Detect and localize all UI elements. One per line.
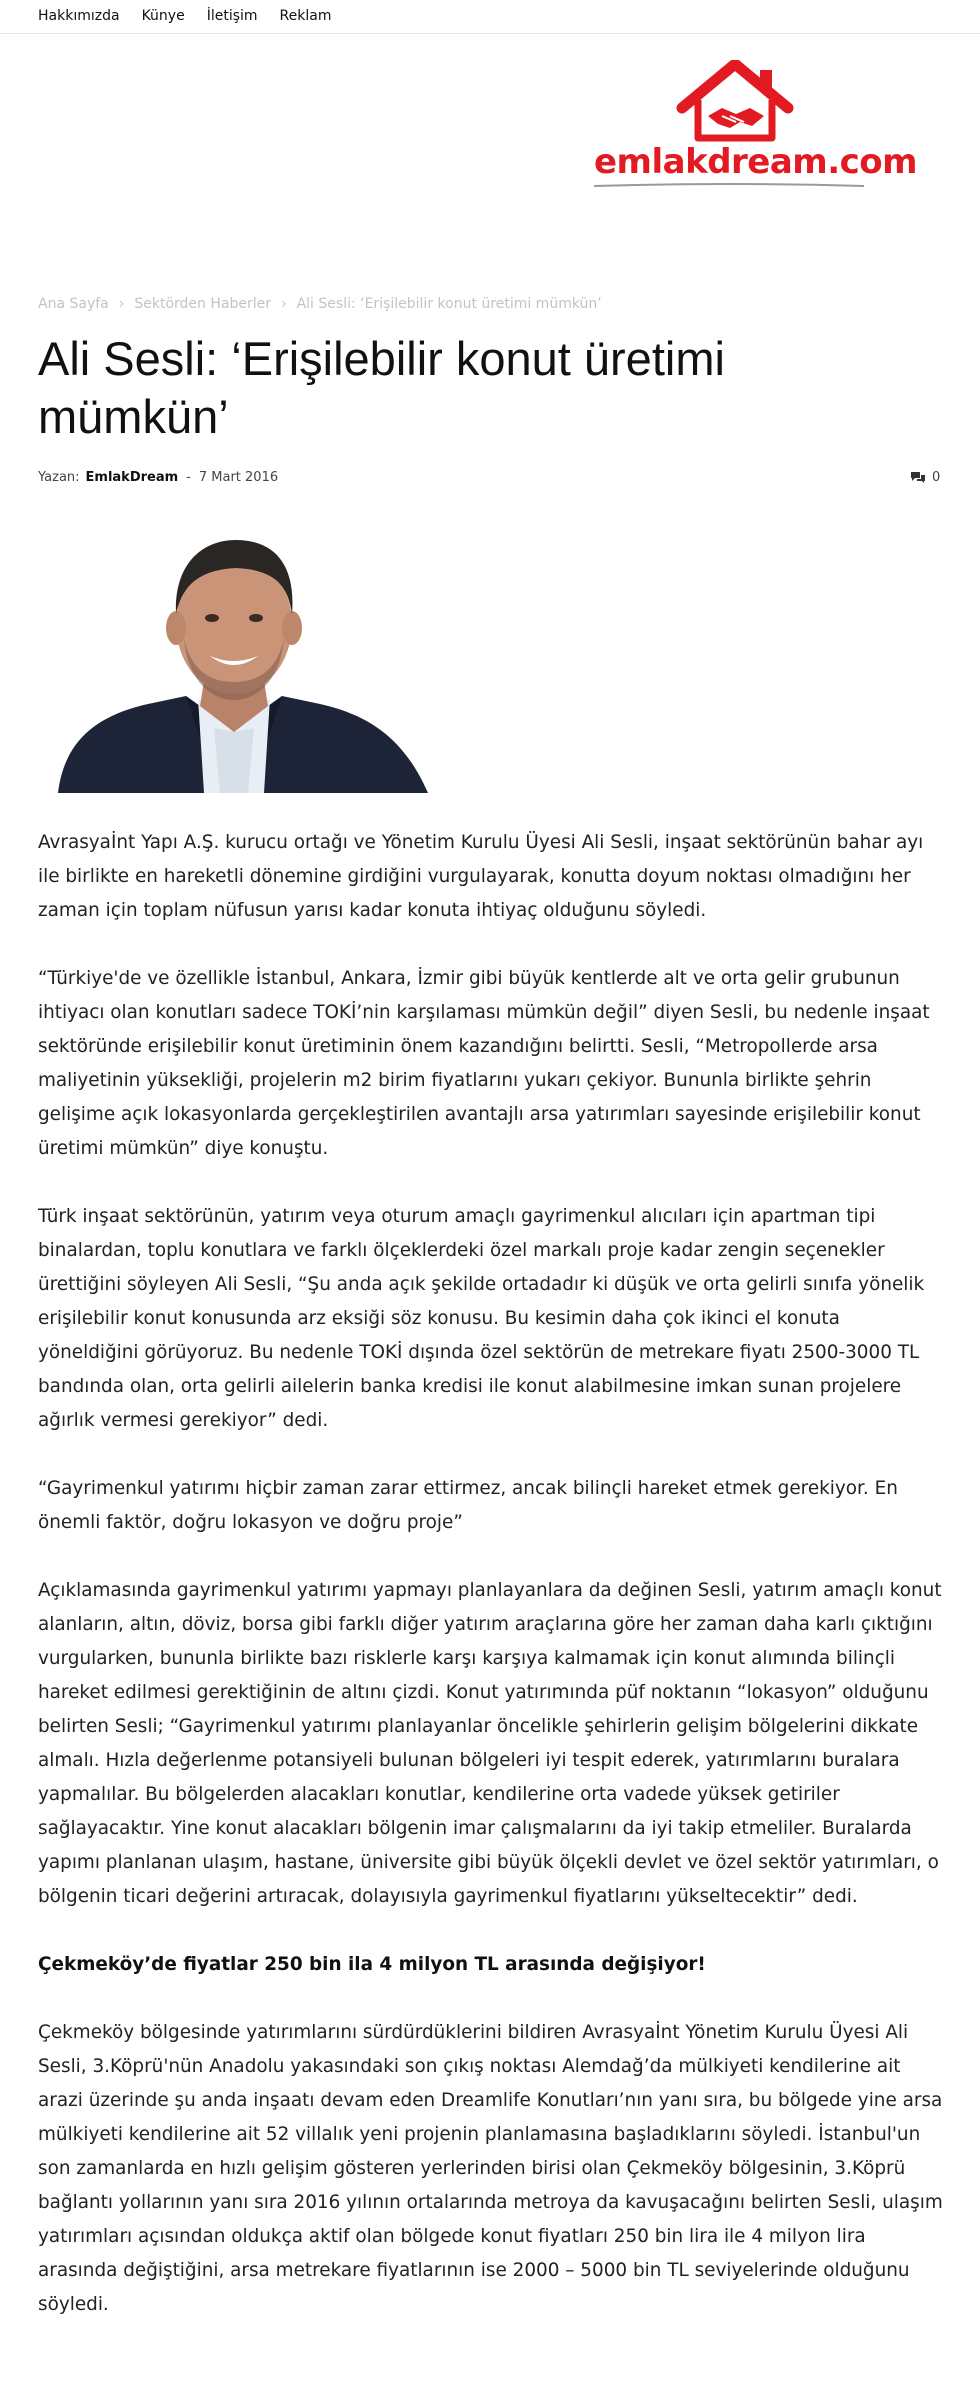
article-paragraph: “Gayrimenkul yatırımı hiçbir zaman zarar ettirmez, ancak bilinçli hareket etmek gerekiyor. En önemli faktör, doğru lokasyon ve doğru proje” xyxy=(38,1478,898,1533)
comment-count-link[interactable] xyxy=(910,470,940,485)
article-paragraph: Açıklamasında gayrimenkul yatırımı yapmayı planlayanlara da değinen Sesli, yatırım amaçlı konut alanların, altın, döviz, borsa gibi farklı diğer yatırım araçlarına göre her zaman daha karlı çıktığını vurgularken, bununla birlikte bazı risklerle karşı karşıya kalmamak için konut alımında bilinçli hareket edilmesi gerektiğinin de altını çizdi. Konut yatırımında püf noktanın “lokasyon” olduğunu belirten Sesli; “Gayrimenkul yatırımı planlayanlar öncelikle şehirlerin gelişim bölgelerini dikkate almalı. Hızla değerlenme potansiyeli bulunan bölgeleri iyi tespit ederek, yatırımlarını buralara yapmalılar. Bu bölgelerden alacakları konutlar, kendilerine orta vadede yüksek getiriler sağlayacaktır. Yine konut alacakları bölgenin imar çalışmalarını da iyi takip etmeliler. Buralarda yapımı planlanan ulaşım, hastane, üniversite gibi büyük ölçekli devlet ve özel sektör yatırımları, o bölgenin ticari değerini artıracak, dolayısıyla gayrimenkul fiyatlarını yükseltecektir” dedi. xyxy=(38,1580,942,1907)
article-paragraph: Avrasyaİnt Yapı A.Ş. kurucu ortağı ve Yönetim Kurulu Üyesi Ali Sesli, inşaat sektörünün bahar ayı ile birlikte en hareketli dönemine girdiğini vurgulayarak, konutta doyum noktası olmadığını her zaman için toplam nüfusun yarısı kadar konuta ihtiyaç olduğunu söyledi. xyxy=(38,832,924,921)
article-paragraph: Çekmeköy bölgesinde yatırımlarını sürdürdüklerini bildiren Avrasyaİnt Yönetim Kurulu Üyesi Ali Sesli, 3.Köprü'nün Anadolu yakasındaki son çıkış noktası Alemdağ’da mülkiyeti kendilerine ait arazi üzerinde şu anda inşaatı devam eden Dreamlife Konutları’nın yanı sıra, bu bölgede yine arsa mülkiyeti kendilerine ait 52 villalık yeni projenin planlamasına başladıklarını söyledi. İstanbul'un son zamanlarda en hızlı gelişim gösteren yerlerinden birisi olan Çekmeköy bölgesinin, 3.Köprü bağlantı yollarının yanı sıra 2016 yılının ortalarında metroya da kavuşacağını belirten Sesli, ulaşım yatırımları açısından oldukça aktif olan bölgede konut fiyatları 250 bin lira ile 4 milyon lira arasında değiştiğini, arsa metrekare fiyatlarının ise 2000 – 5000 bin TL seviyelerinde olduğunu söyledi. xyxy=(38,2022,943,2315)
author-label: Yazan: xyxy=(38,470,80,485)
portrait-photo xyxy=(38,518,428,793)
house-handshake-icon xyxy=(590,60,880,142)
article-date: 7 Mart 2016 xyxy=(198,470,279,485)
article-subheading: Çekmeköy’de fiyatlar 250 bin ila 4 milyon TL arasında değişiyor! xyxy=(38,1954,706,1975)
breadcrumb-separator: › xyxy=(280,296,287,312)
logo-text: emlakdream.com xyxy=(594,142,918,182)
nav-link-kunye[interactable]: Künye xyxy=(141,7,185,24)
nav-link-iletisim[interactable]: İletişim xyxy=(206,7,258,24)
article-paragraph: Türk inşaat sektörünün, yatırım veya oturum amaçlı gayrimenkul alıcıları için apartman tipi binalardan, toplu konutlara ve farklı ölçeklerdeki özel markalı proje kadar zengin seçenekler ürettiğini söyleyen Ali Sesli, “Şu anda açık şekilde ortadadır ki düşük ve orta gelirli sınıfa yönelik erişilebilir konut konusunda arz eksiği söz konusu. Bu kesimin daha çok ikinci el konuta yöneldiğini görüyoruz. Bu nedenle TOKİ dışında özel sektörün de metrekare fiyatı 2500-3000 TL bandında olan, orta gelirli ailelerin banka kredisi ile konut alabilmesine imkan sunan projelere ağırlık vermesi gerekiyor” dedi. xyxy=(38,1206,925,1431)
article-title: Ali Sesli: ‘Erişilebilir konut üretimi mümkün’ xyxy=(38,332,725,443)
article-meta xyxy=(38,470,278,485)
nav-link-reklam[interactable]: Reklam xyxy=(279,7,332,24)
logo-underline xyxy=(594,182,864,188)
breadcrumb xyxy=(38,296,602,312)
comments-icon xyxy=(910,471,926,484)
breadcrumb-home[interactable]: Ana Sayfa xyxy=(38,296,109,312)
nav-link-hakkimizda[interactable]: Hakkımızda xyxy=(38,7,120,24)
article-image xyxy=(38,518,428,793)
article-body xyxy=(38,826,944,2356)
article-paragraph: “Türkiye'de ve özellikle İstanbul, Ankara, İzmir gibi büyük kentlerde alt ve orta gelir grubunun ihtiyacı olan konutları sadece TOKİ’nin karşılaması mümkün değil” diyen Sesli, bu nedenle inşaat sektöründe erişilebilir konut üretiminin önem kazandığını belirtti. Sesli, “Metropollerde arsa maliyetinin yüksekliği, projelerin m2 birim fiyatlarını yukarı çekiyor. Bununla birlikte şehrin gelişime açık lokasyonlarda gerçekleştirilen avantajlı arsa yatırımları sayesinde erişilebilir konut üretimi mümkün” diye konuştu. xyxy=(38,968,930,1159)
breadcrumb-current: Ali Sesli: ‘Erişilebilir konut üretimi mümkün’ xyxy=(296,296,602,312)
site-logo[interactable] xyxy=(590,60,918,190)
breadcrumb-category[interactable]: Sektörden Haberler xyxy=(134,296,271,312)
author-link[interactable]: EmlakDream xyxy=(85,470,179,485)
top-navigation xyxy=(38,0,353,31)
comment-count: 0 xyxy=(932,470,941,485)
top-bar xyxy=(0,0,980,34)
meta-separator: - xyxy=(186,470,191,485)
breadcrumb-separator: › xyxy=(118,296,125,312)
